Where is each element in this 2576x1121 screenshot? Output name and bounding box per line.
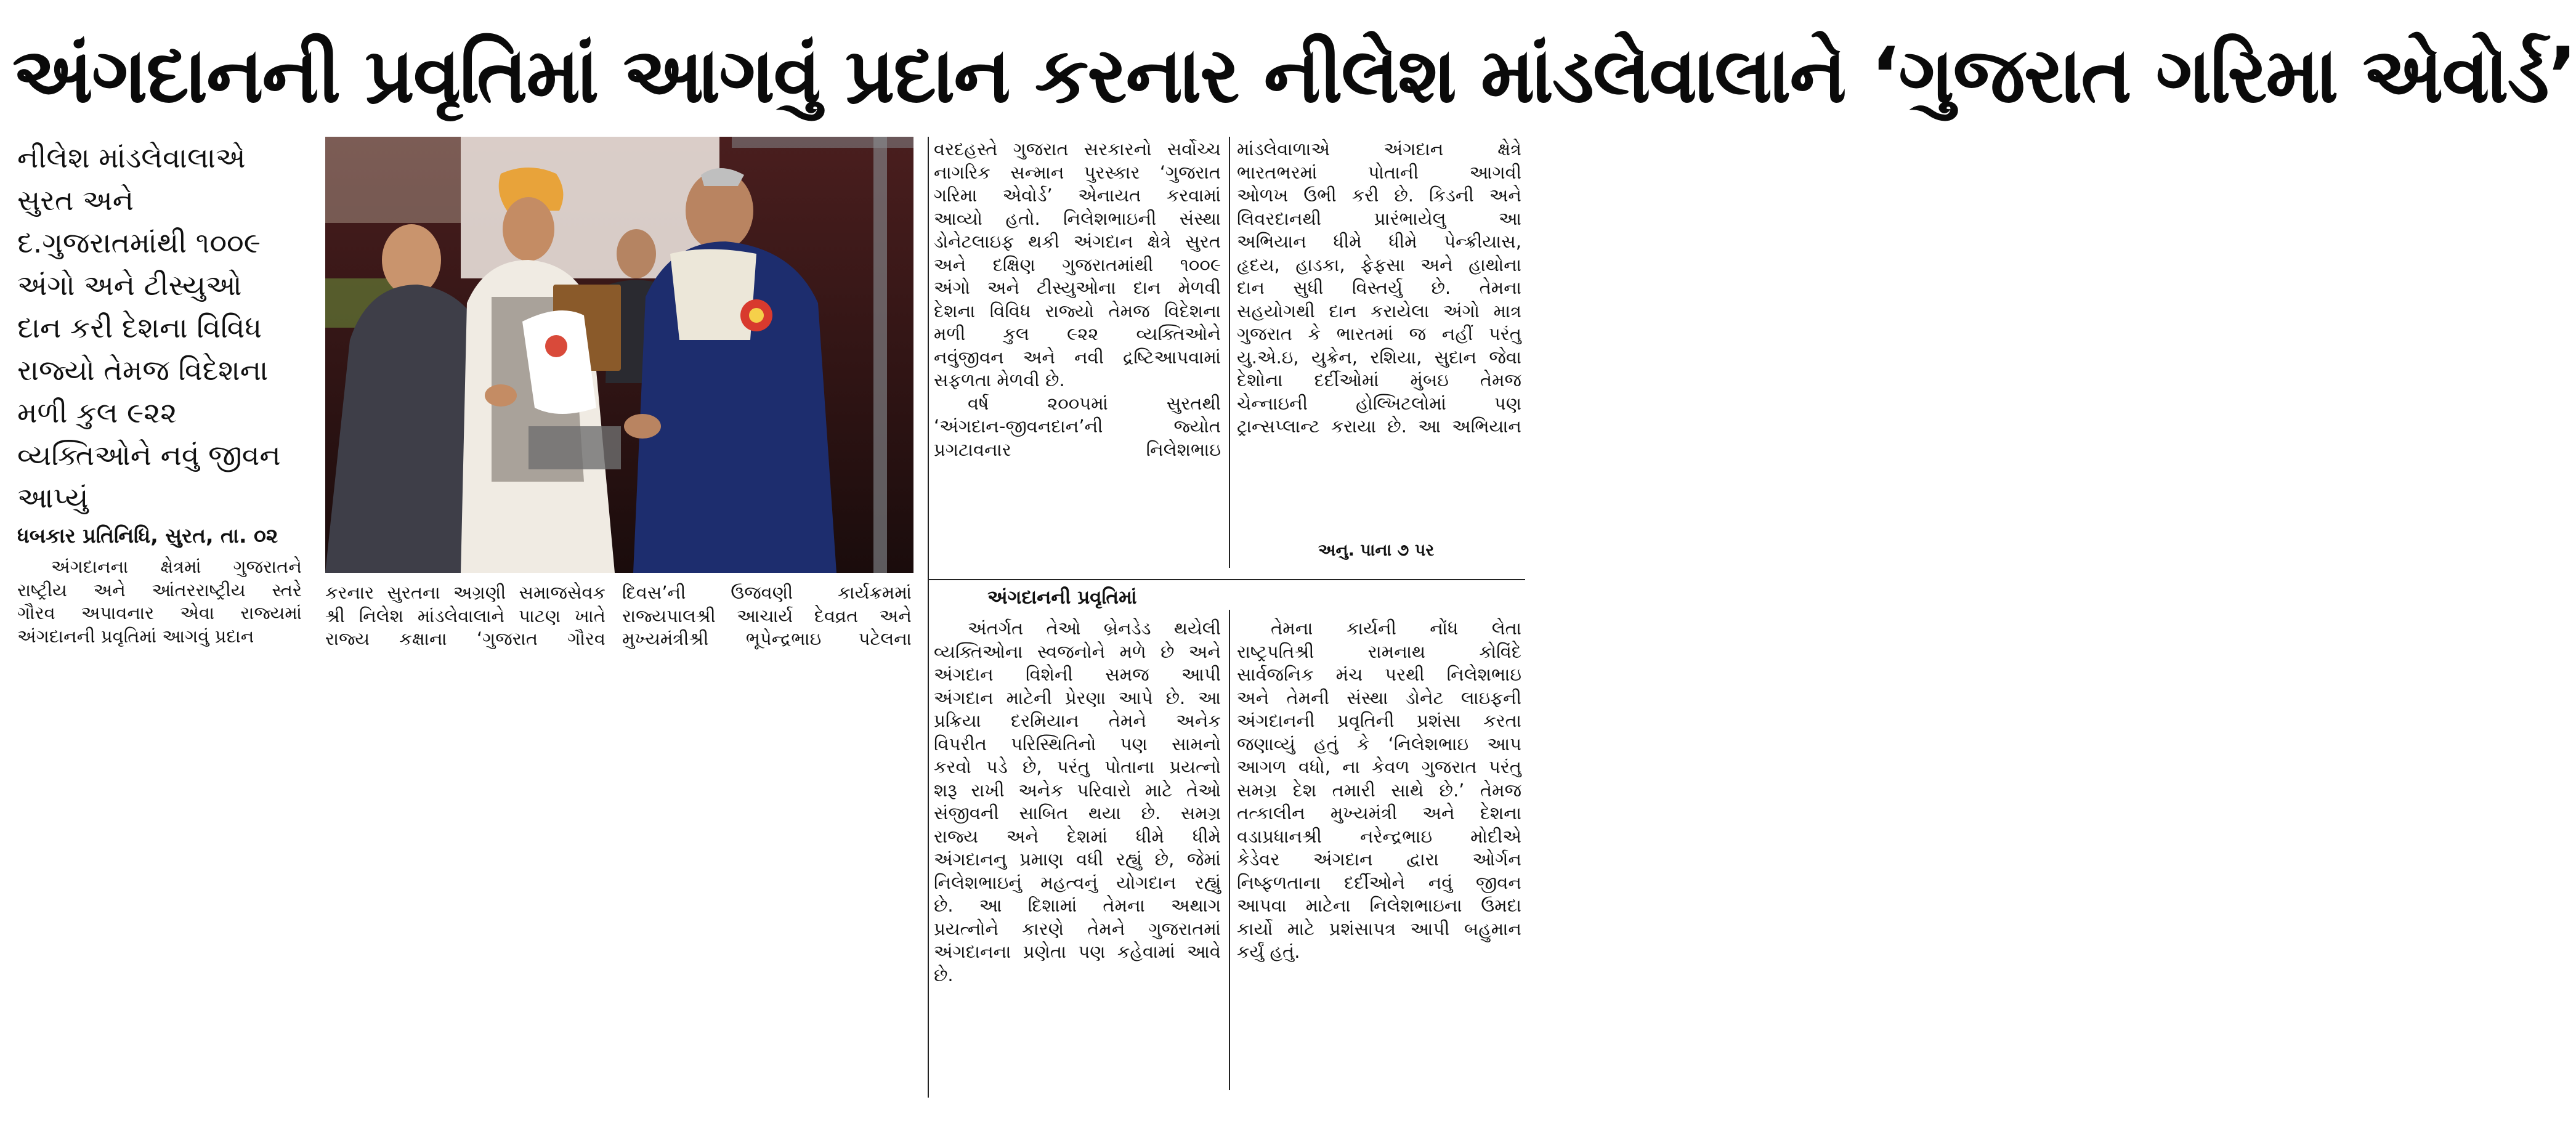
byline: ધબકાર પ્રતિનિધિ, સુરત, તા. ૦૨ bbox=[17, 524, 278, 548]
body-line: ભારતભરમાં પોતાની આગવી bbox=[1237, 161, 1521, 183]
column-4-bottom bbox=[1237, 617, 1521, 964]
body-line: રાજ્ય અને દેશમાં ધીમે ધીમે bbox=[934, 825, 1221, 847]
subheading: અંગદાનની પ્રવૃતિમાં bbox=[987, 586, 1137, 609]
body-line: જણાવ્યું હતું કે ‘નિલેશભાઇ આપ bbox=[1237, 733, 1521, 755]
summary-line: દાન કરી દેશના વિવિધ bbox=[17, 311, 262, 344]
body-line: ડોનેટલાઇફ થકી અંગદાન ક્ષેત્રે સુરત bbox=[934, 231, 1221, 252]
body-line: નાગરિક સન્માન પુરસ્કાર ‘ગુજરાત bbox=[934, 161, 1221, 183]
summary-deck bbox=[17, 137, 313, 519]
headline: અંગદાનની પ્રવૃતિમાં આગવું પ્રદાન કરનાર નીલેશ માંડલેવાલાને ‘ગુજરાત ગરિમા એવોર્ડ’ bbox=[12, 31, 2576, 120]
column-rule bbox=[1229, 610, 1230, 1090]
award-photo bbox=[325, 137, 913, 573]
body-line: સફળતા મેળવી છે. bbox=[934, 370, 1065, 391]
body-line: અંગદાનના પ્રણેતા પણ કહેવામાં આવે bbox=[934, 941, 1221, 962]
continued-on-page: અનુ. પાના ૭ પર bbox=[1318, 541, 1435, 560]
summary-line: વ્યક્તિઓને નવું જીવન bbox=[17, 439, 281, 472]
body-line: શરૂ રાખી અનેક પરિવારો માટે તેઓ bbox=[934, 779, 1221, 801]
body-line: લિવરદાનથી પ્રારંભાયેલુ આ bbox=[1237, 208, 1521, 229]
body-line: પ્રયત્નોને કારણે તેમને ગુજરાતમાં bbox=[934, 918, 1221, 939]
body-line: કરવો પડે છે, પરંતુ પોતાના પ્રયત્નો bbox=[934, 756, 1221, 777]
summary-line: મળી કુલ ૯૨૨ bbox=[17, 396, 177, 429]
body-line: ટ્રાન્સપ્લાન્ટ કરાયા છે. આ અભિયાન bbox=[1237, 416, 1521, 437]
body-line: દેશના વિવિધ રાજ્યો તેમજ વિદેશના bbox=[934, 300, 1221, 322]
body-line: અભિયાન ધીમે ધીમે પેન્ક્રીયાસ, bbox=[1237, 231, 1521, 252]
body-line: ગરિમા એવોર્ડ’ એનાયત કરવામાં bbox=[934, 185, 1221, 206]
body-line: વિપરીત પરિસ્થિતિનો પણ સામનો bbox=[934, 733, 1221, 755]
body-line: વરદહસ્તે ગુજરાત સરકારનો સર્વોચ્ચ bbox=[934, 139, 1221, 160]
column-3-bottom bbox=[934, 617, 1221, 987]
summary-line: રાજ્યો તેમજ વિદેશના bbox=[17, 354, 269, 387]
body-line: છે. bbox=[934, 964, 954, 985]
body-line: મળી કુલ ૯૨૨ વ્યક્તિઓને bbox=[934, 323, 1221, 344]
body-line: તેમના કાર્યની નોંધ લેતા bbox=[1271, 618, 1521, 639]
summary-line: આપ્યું bbox=[17, 481, 89, 514]
body-line: છે. આ દિશામાં તેમના અથાગ bbox=[934, 895, 1221, 916]
body-line: આપવા માટેના નિલેશભાઇના ઉમદા bbox=[1237, 895, 1521, 916]
body-line: ઓળખ ઉભી કરી છે. કિડની અને bbox=[1237, 185, 1521, 206]
body-line: વડાપ્રધાનશ્રી નરેન્દ્રભાઇ મોદીએ bbox=[1237, 825, 1521, 847]
body-line: વર્ષ ૨૦૦૫માં સુરતથી bbox=[968, 392, 1221, 414]
body-line: ચેન્નાઇની હોલ્ખિટલોમાં પણ bbox=[1237, 392, 1521, 414]
body-line: અંગદાન માટેની પ્રેરણા આપે છે. આ bbox=[934, 687, 1221, 708]
body-line: તત્કાલીન મુખ્યમંત્રી અને દેશના bbox=[1237, 803, 1521, 824]
body-line: અંગદાનના ક્ષેત્રમાં ગુજરાતને bbox=[51, 556, 302, 577]
body-line: અંગદાનની પ્રવૃતિની પ્રશંસા કરતા bbox=[1237, 710, 1521, 731]
body-line: અંતર્ગત તેઓ બ્રેનડેડ થયેલી bbox=[968, 618, 1221, 639]
body-line: વ્યક્તિઓના સ્વજનોને મળે છે અને bbox=[934, 641, 1221, 662]
summary-line: દ.ગુજરાતમાંથી ૧૦૦૯ bbox=[17, 226, 261, 259]
caption-line: કરનાર સુરતના અગ્રણી સમાજસેવક bbox=[325, 582, 606, 603]
body-line: માંડલેવાળાએ અંગદાન ક્ષેત્રે bbox=[1237, 139, 1521, 160]
body-line: દેશોના દર્દીઓમાં મુંબઇ તેમજ bbox=[1237, 370, 1521, 391]
summary-line: નીલેશ માંડલેવાલાએ bbox=[17, 141, 246, 174]
caption-line: શ્રી નિલેશ માંડલેવાલાને પાટણ ખાતે bbox=[325, 605, 606, 626]
body-line: યુ.એ.ઇ, યુક્રેન, રશિયા, સુદાન જેવા bbox=[1237, 346, 1521, 368]
summary-line: સુરત અને bbox=[17, 184, 134, 217]
body-line: ગૌરવ અપાવનાર એવા રાજ્યમાં bbox=[17, 602, 302, 623]
body-line: ‘અંગદાન-જીવનદાન’ની જ્યોત bbox=[934, 416, 1221, 437]
body-line: આગળ વધો, ના કેવળ ગુજરાત પરંતુ bbox=[1237, 756, 1521, 777]
body-line: નિષ્ફળતાના દર્દીઓને નવું જીવન bbox=[1237, 872, 1521, 893]
body-line: સંજીવની સાબિત થયા છે. સમગ્ર bbox=[934, 803, 1221, 824]
body-line: કેડેવર અંગદાન દ્વારા ઓર્ગન bbox=[1237, 849, 1521, 870]
caption-line: દિવસ’ની ઉજવણી કાર્યક્રમમાં bbox=[622, 582, 912, 603]
column-3-top bbox=[934, 138, 1221, 461]
caption-line: રાજ્યપાલશ્રી આચાર્ય દેવવ્રત અને bbox=[622, 605, 912, 626]
body-line: કાર્યો માટે પ્રશંસાપત્ર આપી બહુમાન bbox=[1237, 918, 1521, 939]
body-line: સાર્વજનિક મંચ પરથી નિલેશભાઇ bbox=[1237, 664, 1521, 685]
body-line: પ્રગટાવનાર નિલેશભાઇ bbox=[934, 439, 1221, 460]
summary-line: અંગો અને ટીસ્યુઓ bbox=[17, 269, 242, 302]
body-line: સહયોગથી દાન કરાયેલા અંગો માત્ર bbox=[1237, 300, 1521, 322]
caption-line: મુખ્યમંત્રીશ્રી ભૂપેન્દ્રભાઇ પટેલના bbox=[622, 628, 912, 649]
body-line: નિલેશભાઇનું મહત્વનું યોગદાન રહ્યું bbox=[934, 872, 1221, 893]
body-line: કર્યું હતું. bbox=[1237, 941, 1300, 962]
column-rule bbox=[1229, 137, 1230, 568]
body-line: અને તેમની સંસ્થા ડોનેટ લાઇફની bbox=[1237, 687, 1521, 708]
section-rule bbox=[928, 579, 1525, 580]
body-line: અંગદાનની પ્રવૃતિમાં આગવું પ્રદાન bbox=[17, 625, 254, 647]
body-line: રાષ્ટ્રપતિશ્રી રામનાથ કોવિંદે bbox=[1237, 641, 1521, 662]
body-line: રાષ્ટ્રીય અને આંતરરાષ્ટ્રીય સ્તરે bbox=[17, 579, 302, 601]
column-rule bbox=[928, 137, 929, 1098]
column-4-top bbox=[1237, 138, 1521, 439]
body-line: અંગદાનનુ પ્રમાણ વધી રહ્યું છે, જેમાં bbox=[934, 849, 1221, 870]
column-1-body bbox=[17, 556, 302, 648]
body-line: અને દક્ષિણ ગુજરાતમાંથી ૧૦૦૯ bbox=[934, 254, 1221, 275]
body-line: અંગો અને ટીસ્યુઓના દાન મેળવી bbox=[934, 277, 1221, 298]
photo-caption-col-1 bbox=[325, 581, 606, 651]
body-line: હૃદય, હાડકા, ફેફસા અને હાથોના bbox=[1237, 254, 1521, 275]
body-line: સમગ્ર દેશ તમારી સાથે છે.’ તેમજ bbox=[1237, 779, 1521, 801]
caption-line: રાજ્ય કક્ષાના ‘ગુજરાત ગૌરવ bbox=[325, 628, 606, 649]
body-line: નવુંજીવન અને નવી દ્રષ્ટિઆપવામાં bbox=[934, 346, 1221, 368]
body-line: અંગદાન વિશેની સમજ આપી bbox=[934, 664, 1221, 685]
body-line: આવ્યો હતો. નિલેશભાઇની સંસ્થા bbox=[934, 208, 1221, 229]
body-line: પ્રક્રિયા દરમિયાન તેમને અનેક bbox=[934, 710, 1221, 731]
photo-caption-col-2 bbox=[622, 581, 912, 651]
body-line: દાન સુધી વિસ્તર્યુ છે. તેમના bbox=[1237, 277, 1521, 298]
body-line: ગુજરાત કે ભારતમાં જ નહીં પરંતુ bbox=[1237, 323, 1521, 344]
